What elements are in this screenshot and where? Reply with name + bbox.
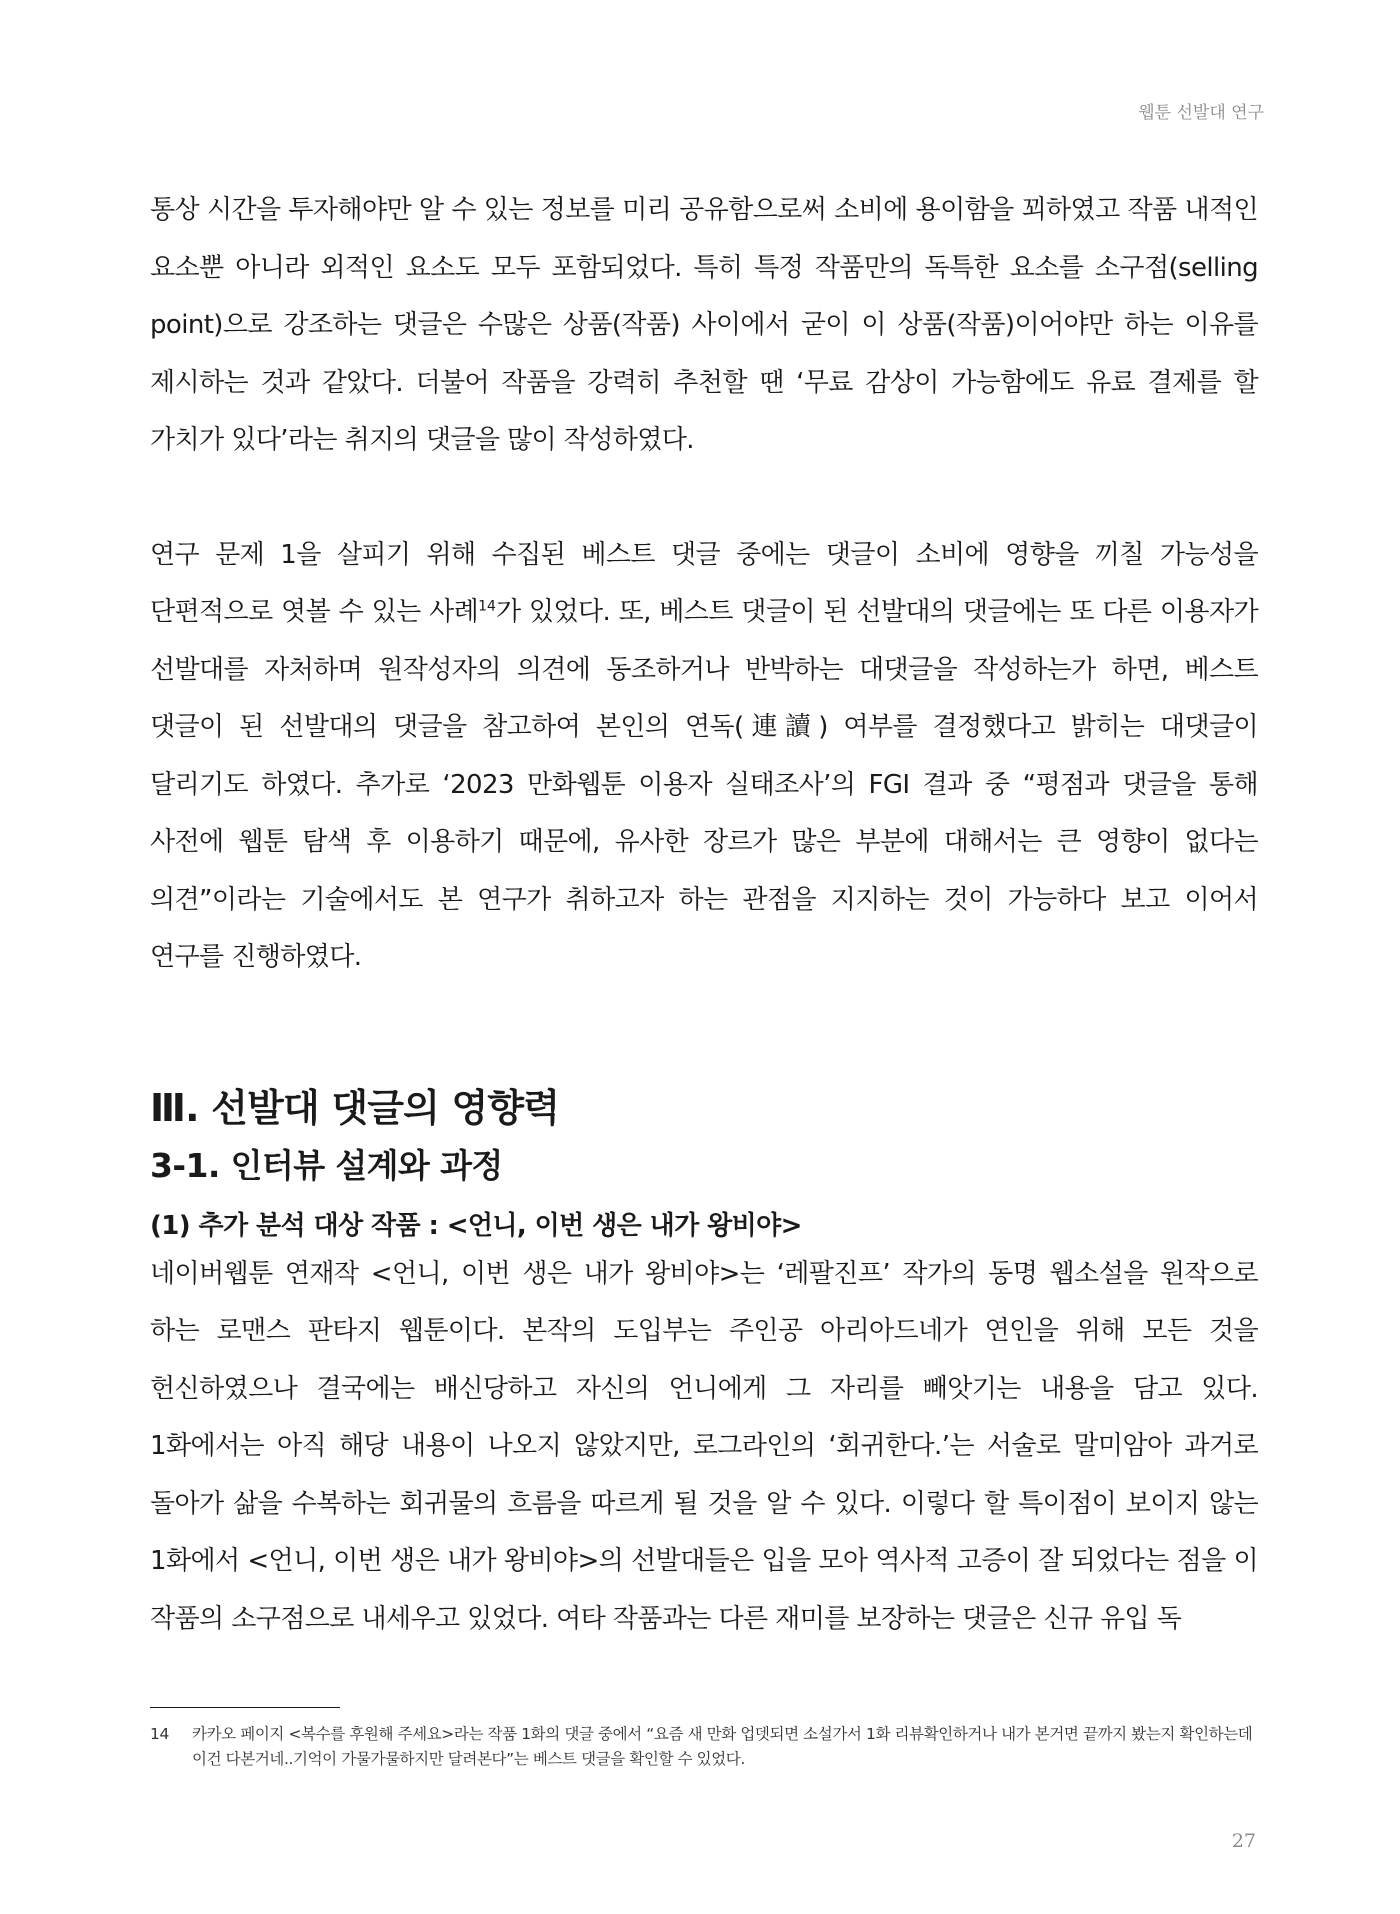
subsection-heading: (1) 추가 분석 대상 작품 : <언니, 이번 생은 내가 왕비야> [150, 1210, 802, 1241]
body-paragraph-2 [150, 527, 1258, 987]
footnote-reference[interactable]: 14 [478, 598, 496, 615]
running-header: 웹툰 선발대 연구 [1138, 103, 1264, 123]
footnote-number: 14 [150, 1725, 169, 1743]
body-paragraph-1: 통상 시간을 투자해야만 알 수 있는 정보를 미리 공유함으로써 소비에 용이함을 꾀하였고 작품 내적인 요소뿐 아니라 외적인 요소도 모두 포함되었다. 특히 특정 작품만의 독특한 요소를 소구점(selling point)으로 강조하는 댓글은 수많은 상품(작품) 사이에서 굳이 이 상품(작품)이어야만 하는 이유를 제시하는 것과 같았다. 더불어 작품을 강력히 추천할 땐 ‘무료 감상이 가능함에도 유료 결제를 할 가치가 있다’라는 취지의 댓글을 많이 작성하였다. [150, 195, 1258, 455]
body-paragraph-3: 네이버웹툰 연재작 <언니, 이번 생은 내가 왕비야>는 ‘레팔진프’ 작가의 동명 웹소설을 원작으로 하는 로맨스 판타지 웹툰이다. 본작의 도입부는 주인공 아리아드네가 연인을 위해 모든 것을 헌신하였으나 결국에는 배신당하고 자신의 언니에게 그 자리를 빼앗기는 내용을 담고 있다. 1화에서는 아직 해당 내용이 나오지 않았지만, 로그라인의 ‘회귀한다.’는 서술로 말미암아 과거로 돌아가 삶을 수복하는 회귀물의 흐름을 따르게 될 것을 알 수 있다. 이렇다 할 특이점이 보이지 않는 1화에서 <언니, 이번 생은 내가 왕비야>의 선발대들은 입을 모아 역사적 고증이 잘 되었다는 점을 이 작품의 소구점으로 내세우고 있었다. 여타 작품과는 다른 재미를 보장하는 댓글은 신규 유입 독 [150, 1258, 1258, 1634]
paragraph-2-text-b: 가 있었다. 또, 베스트 댓글이 된 선발대의 댓글에는 또 다른 이용자가 선발대를 자처하며 원작성자의 의견에 동조하거나 반박하는 대댓글을 작성하는가 하면, 베스트 댓글이 된 선발대의 댓글을 참고하여 본인의 연독(連讀) 여부를 결정했다고 밝히는 대댓글이 달리기도 하였다. 추가로 ‘2023 만화웹툰 이용자 실태조사’의 FGI 결과 중 “평점과 댓글을 통해 사전에 웹툰 탐색 후 이용하기 때문에, 유사한 장르가 많은 부분에 대해서는 큰 영향이 없다는 의견”이라는 기술에서도 본 연구가 취하고자 하는 관점을 지지하는 것이 가능하다 보고 이어서 연구를 진행하였다. [150, 597, 1258, 972]
footnote-divider [150, 1707, 340, 1708]
page-number: 27 [1231, 1830, 1256, 1852]
chapter-heading: Ⅲ. 선발대 댓글의 영향력 [150, 1085, 560, 1130]
section-heading: 3-1. 인터뷰 설계와 과정 [150, 1145, 503, 1185]
paragraph-2-text-a: 연구 문제 1을 살피기 위해 수집된 베스트 댓글 중에는 댓글이 소비에 영향을 끼칠 가능성을 단편적으로 엿볼 수 있는 사례 [150, 539, 1258, 627]
footnote [150, 1722, 1258, 1772]
footnote-text: 카카오 페이지 <복수를 후원해 주세요>라는 작품 1화의 댓글 중에서 “요즘 새 만화 업뎃되면 소설가서 1화 리뷰확인하거나 내가 본거면 끝까지 봤는지 확인하는데 이건 다본거네..기억이 가물가물하지만 달려본다”는 베스트 댓글을 확인할 수 있었다. [192, 1725, 1253, 1768]
main-content [150, 182, 1258, 1648]
